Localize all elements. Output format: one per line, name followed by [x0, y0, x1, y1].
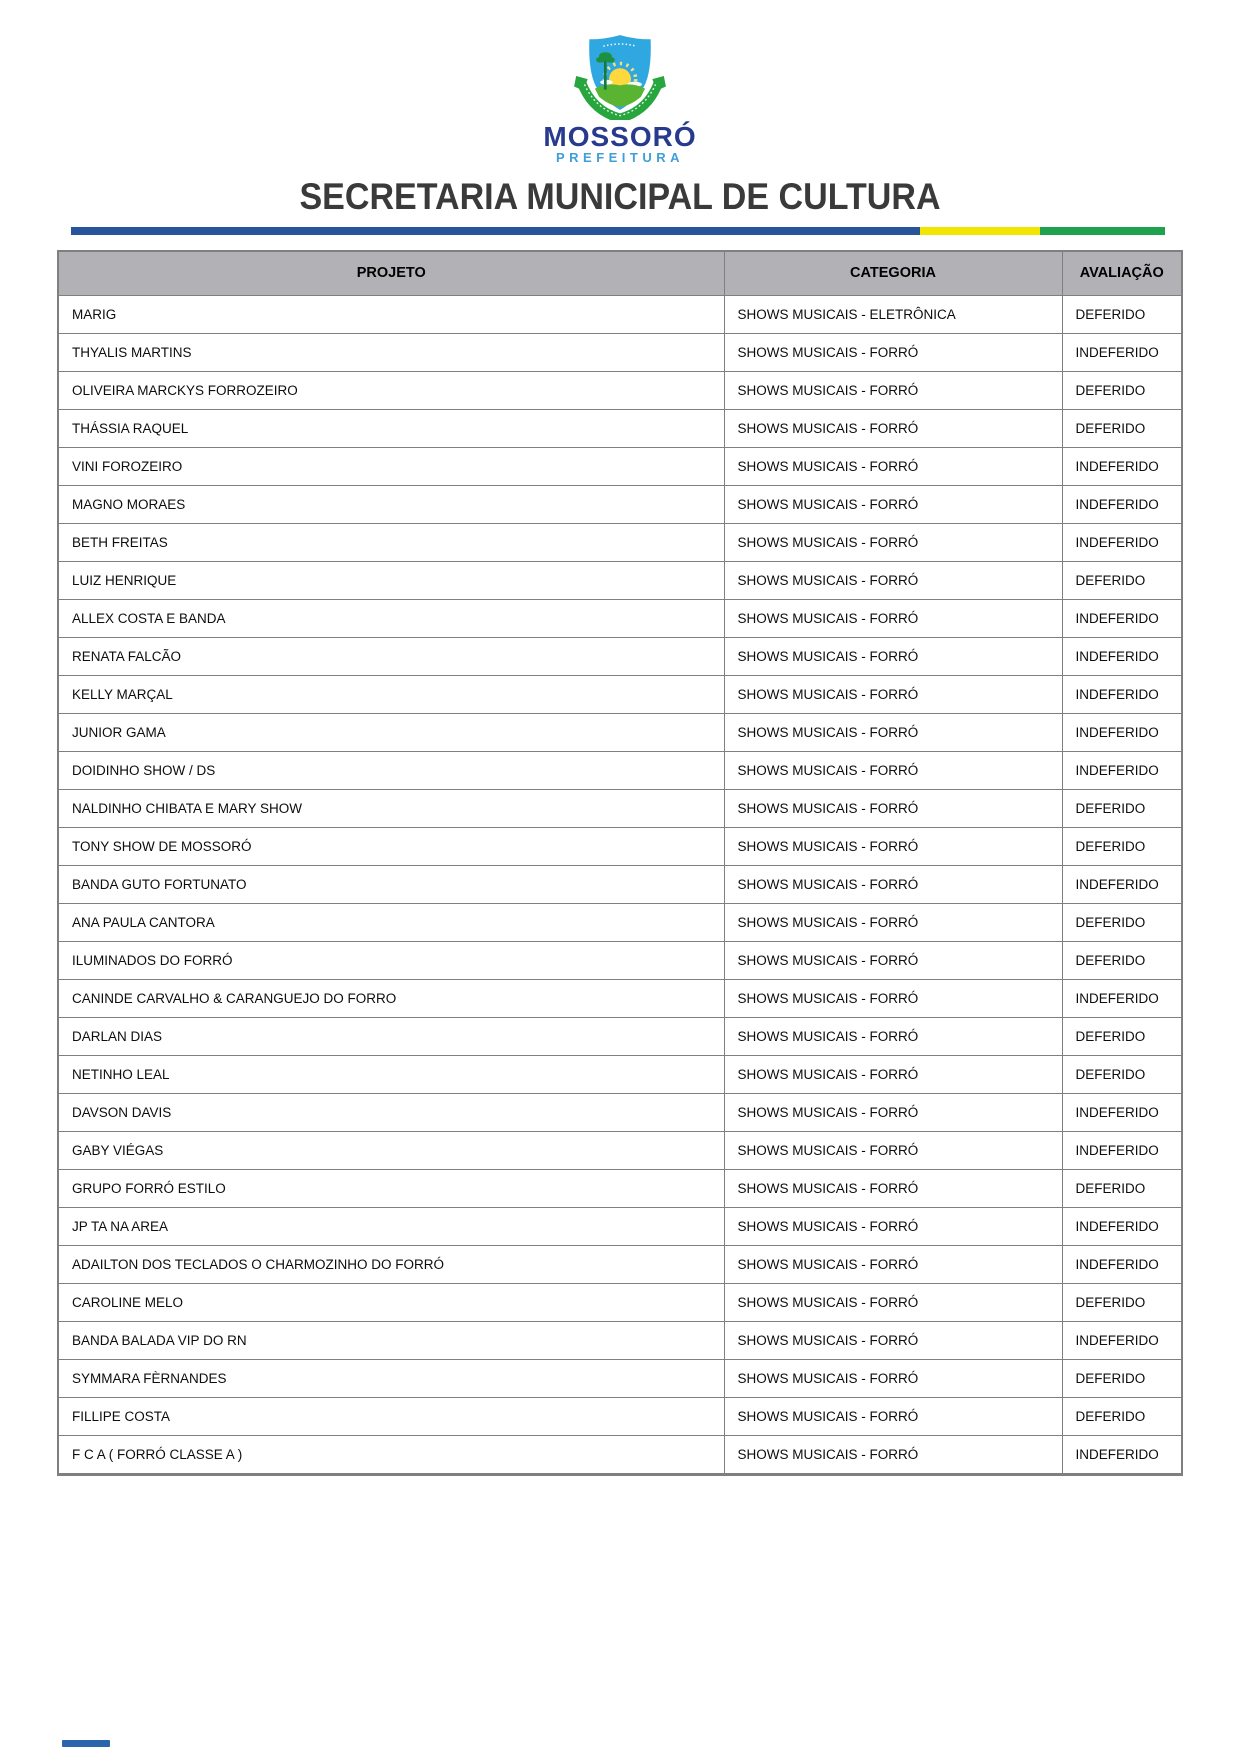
categoria-cell: SHOWS MUSICAIS - FORRÓ [724, 1131, 1062, 1169]
categoria-cell: SHOWS MUSICAIS - FORRÓ [724, 1169, 1062, 1207]
table-row [58, 941, 1182, 979]
categoria-cell: SHOWS MUSICAIS - FORRÓ [724, 523, 1062, 561]
categoria-cell: SHOWS MUSICAIS - FORRÓ [724, 1017, 1062, 1055]
table-row [58, 827, 1182, 865]
categoria-cell: SHOWS MUSICAIS - FORRÓ [724, 675, 1062, 713]
avaliacao-cell: INDEFERIDO [1062, 333, 1182, 371]
table-row [58, 561, 1182, 599]
categoria-cell: SHOWS MUSICAIS - FORRÓ [724, 789, 1062, 827]
divider-green-segment [1040, 227, 1165, 235]
categoria-cell: SHOWS MUSICAIS - FORRÓ [724, 371, 1062, 409]
categoria-cell: SHOWS MUSICAIS - FORRÓ [724, 599, 1062, 637]
avaliacao-cell: DEFERIDO [1062, 1359, 1182, 1397]
avaliacao-cell: INDEFERIDO [1062, 485, 1182, 523]
document-header [0, 0, 1240, 218]
table-row [58, 1093, 1182, 1131]
table-row [58, 295, 1182, 333]
categoria-cell: SHOWS MUSICAIS - FORRÓ [724, 1055, 1062, 1093]
evaluation-table [57, 250, 1183, 1476]
col-header-projeto: PROJETO [58, 251, 724, 296]
projeto-cell: NALDINHO CHIBATA E MARY SHOW [58, 789, 724, 827]
table-row [58, 1017, 1182, 1055]
avaliacao-cell: DEFERIDO [1062, 409, 1182, 447]
avaliacao-cell: DEFERIDO [1062, 1055, 1182, 1093]
divider-blue-segment [71, 227, 920, 235]
projeto-cell: F C A ( FORRÓ CLASSE A ) [58, 1435, 724, 1474]
avaliacao-cell: INDEFERIDO [1062, 1131, 1182, 1169]
avaliacao-cell: INDEFERIDO [1062, 1207, 1182, 1245]
avaliacao-cell: INDEFERIDO [1062, 1245, 1182, 1283]
table-row [58, 789, 1182, 827]
projeto-cell: THYALIS MARTINS [58, 333, 724, 371]
avaliacao-cell: INDEFERIDO [1062, 1435, 1182, 1474]
projeto-cell: NETINHO LEAL [58, 1055, 724, 1093]
projeto-cell: MAGNO MORAES [58, 485, 724, 523]
categoria-cell: SHOWS MUSICAIS - FORRÓ [724, 1093, 1062, 1131]
categoria-cell: SHOWS MUSICAIS - FORRÓ [724, 827, 1062, 865]
categoria-cell: SHOWS MUSICAIS - FORRÓ [724, 1359, 1062, 1397]
categoria-cell: SHOWS MUSICAIS - FORRÓ [724, 637, 1062, 675]
avaliacao-cell: INDEFERIDO [1062, 447, 1182, 485]
categoria-cell: SHOWS MUSICAIS - FORRÓ [724, 1245, 1062, 1283]
avaliacao-cell: DEFERIDO [1062, 1283, 1182, 1321]
categoria-cell: SHOWS MUSICAIS - FORRÓ [724, 1283, 1062, 1321]
projeto-cell: JUNIOR GAMA [58, 713, 724, 751]
avaliacao-cell: INDEFERIDO [1062, 599, 1182, 637]
footer-mark [62, 1740, 110, 1747]
categoria-cell: SHOWS MUSICAIS - FORRÓ [724, 903, 1062, 941]
divider-yellow-segment [920, 227, 1040, 235]
projeto-cell: RENATA FALCÃO [58, 637, 724, 675]
avaliacao-cell: DEFERIDO [1062, 561, 1182, 599]
avaliacao-cell: INDEFERIDO [1062, 523, 1182, 561]
table-header-row [58, 251, 1182, 296]
avaliacao-cell: DEFERIDO [1062, 1169, 1182, 1207]
projeto-cell: FILLIPE COSTA [58, 1397, 724, 1435]
tricolor-divider [71, 227, 1165, 235]
categoria-cell: SHOWS MUSICAIS - FORRÓ [724, 1321, 1062, 1359]
categoria-cell: SHOWS MUSICAIS - FORRÓ [724, 1207, 1062, 1245]
categoria-cell: SHOWS MUSICAIS - FORRÓ [724, 447, 1062, 485]
table-row [58, 1207, 1182, 1245]
projeto-cell: THÁSSIA RAQUEL [58, 409, 724, 447]
table-row [58, 865, 1182, 903]
projeto-cell: TONY SHOW DE MOSSORÓ [58, 827, 724, 865]
projeto-cell: BANDA BALADA VIP DO RN [58, 1321, 724, 1359]
projeto-cell: JP TA NA AREA [58, 1207, 724, 1245]
table-row [58, 333, 1182, 371]
table-row [58, 1055, 1182, 1093]
projeto-cell: ALLEX COSTA E BANDA [58, 599, 724, 637]
avaliacao-cell: DEFERIDO [1062, 903, 1182, 941]
categoria-cell: SHOWS MUSICAIS - FORRÓ [724, 865, 1062, 903]
table-row [58, 1397, 1182, 1435]
avaliacao-cell: INDEFERIDO [1062, 1093, 1182, 1131]
table-row [58, 485, 1182, 523]
projeto-cell: VINI FOROZEIRO [58, 447, 724, 485]
table-row [58, 599, 1182, 637]
avaliacao-cell: INDEFERIDO [1062, 751, 1182, 789]
avaliacao-cell: INDEFERIDO [1062, 713, 1182, 751]
table-row [58, 1131, 1182, 1169]
avaliacao-cell: DEFERIDO [1062, 1397, 1182, 1435]
page-title: SECRETARIA MUNICIPAL DE CULTURA [299, 175, 941, 217]
avaliacao-cell: DEFERIDO [1062, 1017, 1182, 1055]
table-row [58, 979, 1182, 1017]
avaliacao-cell: INDEFERIDO [1062, 637, 1182, 675]
projeto-cell: SYMMARA FÈRNANDES [58, 1359, 724, 1397]
table-row [58, 447, 1182, 485]
projeto-cell: GRUPO FORRÓ ESTILO [58, 1169, 724, 1207]
table-row [58, 523, 1182, 561]
table-row [58, 637, 1182, 675]
table-row [58, 371, 1182, 409]
table-row [58, 1321, 1182, 1359]
avaliacao-cell: DEFERIDO [1062, 371, 1182, 409]
avaliacao-cell: INDEFERIDO [1062, 1321, 1182, 1359]
categoria-cell: SHOWS MUSICAIS - FORRÓ [724, 333, 1062, 371]
projeto-cell: ADAILTON DOS TECLADOS O CHARMOZINHO DO FORRÓ [58, 1245, 724, 1283]
projeto-cell: CAROLINE MELO [58, 1283, 724, 1321]
table-row [58, 1359, 1182, 1397]
avaliacao-cell: DEFERIDO [1062, 789, 1182, 827]
table-row [58, 1435, 1182, 1474]
avaliacao-cell: INDEFERIDO [1062, 979, 1182, 1017]
categoria-cell: SHOWS MUSICAIS - FORRÓ [724, 561, 1062, 599]
projeto-cell: DAVSON DAVIS [58, 1093, 724, 1131]
table-row [58, 903, 1182, 941]
table-body [58, 295, 1182, 1474]
projeto-cell: LUIZ HENRIQUE [58, 561, 724, 599]
projeto-cell: KELLY MARÇAL [58, 675, 724, 713]
logo-wordmark: MOSSORÓ [543, 121, 697, 152]
categoria-cell: SHOWS MUSICAIS - FORRÓ [724, 979, 1062, 1017]
table-row [58, 409, 1182, 447]
categoria-cell: SHOWS MUSICAIS - FORRÓ [724, 1435, 1062, 1474]
col-header-avaliacao: AVALIAÇÃO [1062, 251, 1182, 296]
table-header [58, 251, 1182, 296]
table-row [58, 1169, 1182, 1207]
avaliacao-cell: DEFERIDO [1062, 941, 1182, 979]
categoria-cell: SHOWS MUSICAIS - FORRÓ [724, 409, 1062, 447]
projeto-cell: CANINDE CARVALHO & CARANGUEJO DO FORRO [58, 979, 724, 1017]
projeto-cell: OLIVEIRA MARCKYS FORROZEIRO [58, 371, 724, 409]
categoria-cell: SHOWS MUSICAIS - FORRÓ [724, 713, 1062, 751]
categoria-cell: SHOWS MUSICAIS - FORRÓ [724, 941, 1062, 979]
avaliacao-cell: INDEFERIDO [1062, 675, 1182, 713]
mossoro-crest-icon [572, 30, 668, 120]
avaliacao-cell: DEFERIDO [1062, 827, 1182, 865]
categoria-cell: SHOWS MUSICAIS - FORRÓ [724, 485, 1062, 523]
table-row [58, 713, 1182, 751]
avaliacao-cell: DEFERIDO [1062, 295, 1182, 333]
categoria-cell: SHOWS MUSICAIS - FORRÓ [724, 1397, 1062, 1435]
projeto-cell: BANDA GUTO FORTUNATO [58, 865, 724, 903]
projeto-cell: DOIDINHO SHOW / DS [58, 751, 724, 789]
logo-subtitle: PREFEITURA [555, 150, 685, 166]
projeto-cell: BETH FREITAS [58, 523, 724, 561]
projeto-cell: ILUMINADOS DO FORRÓ [58, 941, 724, 979]
projeto-cell: DARLAN DIAS [58, 1017, 724, 1055]
avaliacao-cell: INDEFERIDO [1062, 865, 1182, 903]
categoria-cell: SHOWS MUSICAIS - ELETRÔNICA [724, 295, 1062, 333]
projeto-cell: ANA PAULA CANTORA [58, 903, 724, 941]
table-row [58, 751, 1182, 789]
projeto-cell: MARIG [58, 295, 724, 333]
table-row [58, 1283, 1182, 1321]
col-header-categoria: CATEGORIA [724, 251, 1062, 296]
categoria-cell: SHOWS MUSICAIS - FORRÓ [724, 751, 1062, 789]
table-row [58, 675, 1182, 713]
table-row [58, 1245, 1182, 1283]
projeto-cell: GABY VIÉGAS [58, 1131, 724, 1169]
